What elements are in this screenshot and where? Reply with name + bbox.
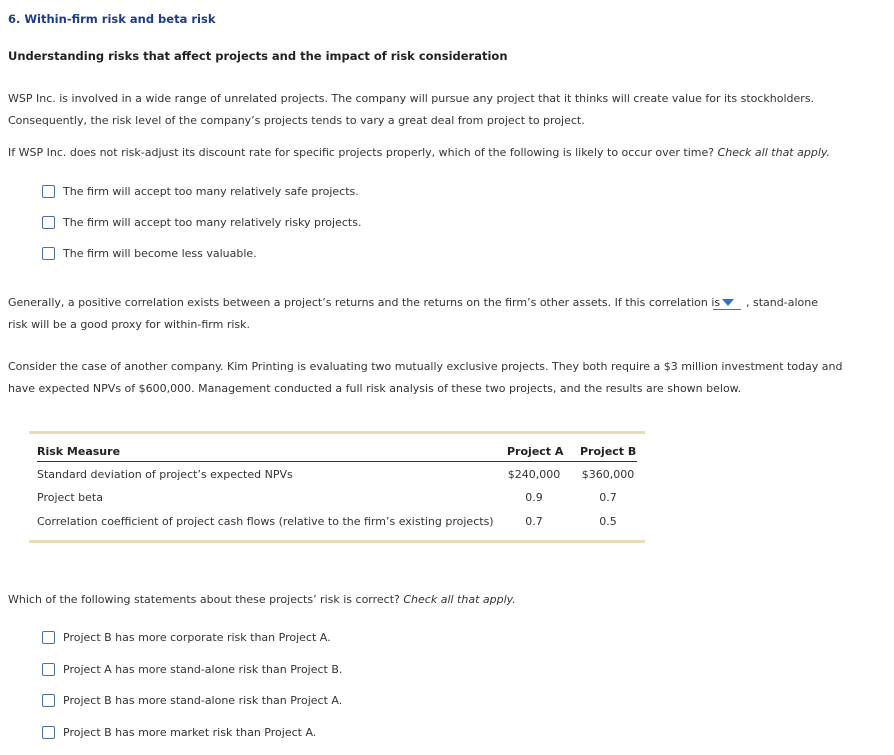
table-row-1-b: $360,000 <box>581 468 635 481</box>
table-row-1-a: $240,000 <box>507 468 561 481</box>
question-1-instruction: Check all that apply. <box>717 146 831 159</box>
section-subheading: Understanding risks that affect projects and the impact of risk consideration <box>8 49 508 63</box>
table-row-2-label: Project beta <box>37 491 103 504</box>
table-row-2-b: 0.7 <box>599 491 617 504</box>
question-2-text: Which of the following statements about these projects’ risk is correct? <box>8 593 400 606</box>
q1-option-1-label: The firm will accept too many relatively safe projects. <box>63 184 359 198</box>
question-1-text: If WSP Inc. does not risk-adjust its discount rate for specific projects properly, which of the following is likely to occur over time? <box>8 146 715 159</box>
checkbox[interactable] <box>42 185 55 198</box>
q2-option-1[interactable] <box>42 630 331 644</box>
checkbox[interactable] <box>42 726 55 739</box>
section-heading: 6. Within-firm risk and beta risk <box>8 12 216 26</box>
q2-option-3-label: Project B has more stand-alone risk than Project A. <box>63 693 343 707</box>
table-row-3-b: 0.5 <box>599 515 617 528</box>
q2-option-1-label: Project B has more corporate risk than Project A. <box>63 630 331 644</box>
correlation-dropdown[interactable] <box>713 295 741 310</box>
q1-option-2-label: The firm will accept too many relatively risky projects. <box>63 215 362 229</box>
question-2 <box>8 589 516 611</box>
q1-option-1[interactable] <box>42 184 359 198</box>
table-row-1-label: Standard deviation of project’s expected NPVs <box>37 468 293 481</box>
checkbox[interactable] <box>42 216 55 229</box>
q2-option-4-label: Project B has more market risk than Project A. <box>63 725 317 739</box>
intro-line-2: Consequently, the risk level of the company’s projects tends to vary a great deal from project to project. <box>8 114 585 127</box>
q2-option-2-label: Project A has more stand-alone risk than Project B. <box>63 662 343 676</box>
intro-line-1: WSP Inc. is involved in a wide range of unrelated projects. The company will pursue any project that it thinks will create value for its stockholders. <box>8 92 815 105</box>
checkbox[interactable] <box>42 663 55 676</box>
table-row-2-a: 0.9 <box>525 491 543 504</box>
risk-table <box>29 431 645 543</box>
correlation-line-2: risk will be a good proxy for within-firm risk. <box>8 318 251 331</box>
correlation-text-start: Generally, a positive correlation exists between a project’s returns and the returns on the firm’s other assets. If this correlation is <box>8 296 721 309</box>
question-1 <box>8 142 830 164</box>
q2-option-2[interactable] <box>42 662 342 676</box>
kim-line-2: have expected NPVs of $600,000. Management conducted a full risk analysis of these two projects, and the results are shown below. <box>8 382 742 395</box>
chevron-down-icon <box>722 299 734 306</box>
table-row-3-label: Correlation coefficient of project cash flows (relative to the firm’s existing projects) <box>37 515 494 528</box>
q1-option-2[interactable] <box>42 215 361 229</box>
table-header-project-a: Project A <box>507 445 564 458</box>
checkbox[interactable] <box>42 694 55 707</box>
q1-option-3[interactable] <box>42 246 257 260</box>
correlation-text-end: , stand-alone <box>746 296 818 309</box>
q2-option-4[interactable] <box>42 725 316 739</box>
kim-line-1: Consider the case of another company. Kim Printing is evaluating two mutually exclusive projects. They both require a $3 million investment today and <box>8 360 843 373</box>
checkbox[interactable] <box>42 631 55 644</box>
q2-option-3[interactable] <box>42 693 342 707</box>
question-2-instruction: Check all that apply. <box>403 593 516 606</box>
table-header-divider <box>37 461 637 462</box>
table-header-project-b: Project B <box>580 445 637 458</box>
checkbox[interactable] <box>42 247 55 260</box>
table-header-risk-measure: Risk Measure <box>37 445 121 458</box>
q1-option-3-label: The firm will become less valuable. <box>63 246 257 260</box>
table-row-3-a: 0.7 <box>525 515 543 528</box>
